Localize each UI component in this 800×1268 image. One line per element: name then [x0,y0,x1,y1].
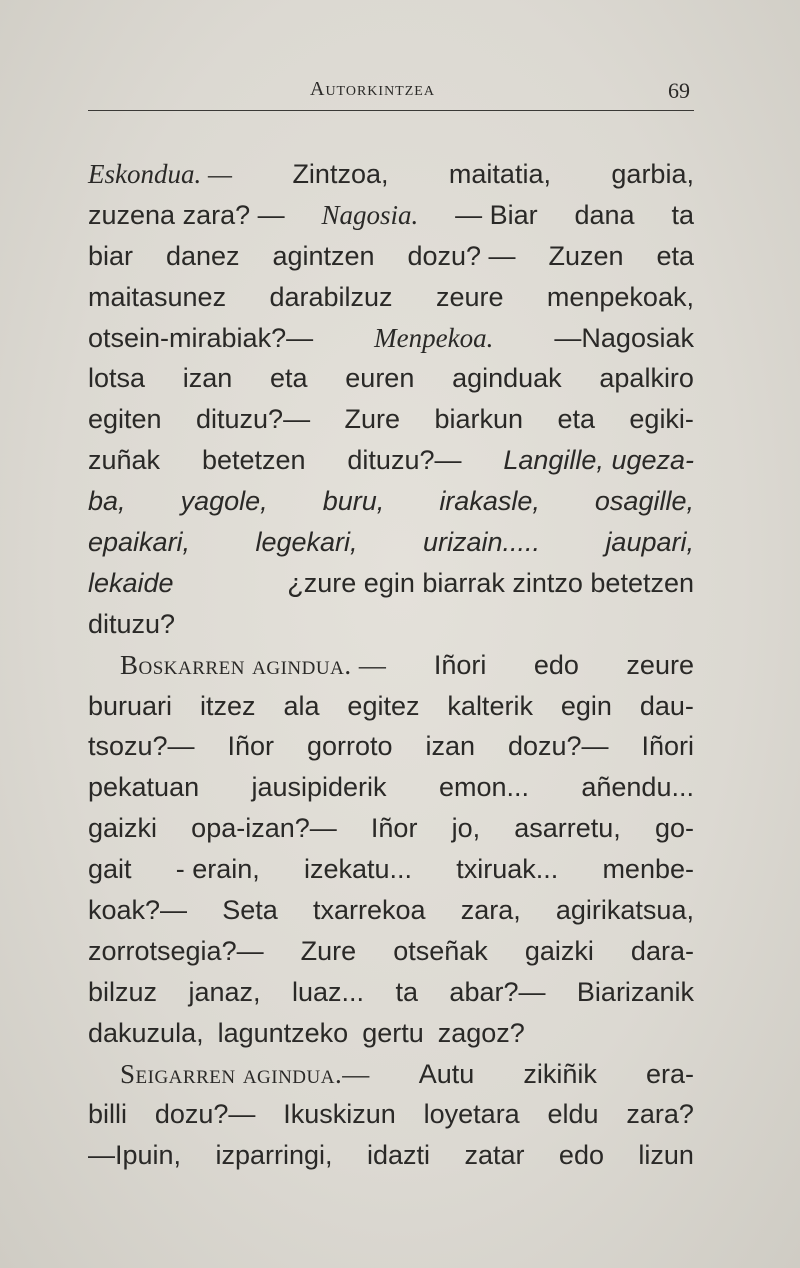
word: Seta [222,895,278,926]
word: ta [395,976,418,1007]
word: eldu [547,1099,599,1130]
text-line [88,522,694,563]
word: Autu [418,1058,475,1089]
word: jo, [451,813,481,844]
word: egiten [88,404,162,435]
page-number: 69 [668,78,690,103]
word: jaupari, [605,527,694,558]
word: dituzu?— [196,404,311,435]
word: maitasunez [88,281,227,312]
word: era- [645,1058,694,1089]
word: lekaide [88,567,174,598]
text-line [88,808,694,849]
word: apalkiro [599,363,694,394]
text-line [88,1135,694,1176]
word: opa-izan?— [191,813,337,844]
word: gaizki [88,813,158,844]
word: loyetara [423,1099,520,1130]
word: añendu... [581,772,694,803]
word: izparringi, [215,1140,333,1171]
word: buruari [88,690,173,721]
word: janaz, [188,976,261,1007]
word: dozu?— [154,1099,256,1130]
word: menbe- [602,854,694,885]
word: zuzena zara? — [88,199,285,230]
word: asarretu, [514,813,621,844]
text-line [88,481,694,522]
word: legekari, [255,527,358,558]
word: lotsa [88,363,146,394]
word: osagille, [594,486,694,517]
text-line [88,440,694,481]
text-line [88,1054,694,1095]
word: garbia, [611,159,694,189]
word: ala [283,690,320,721]
word: urizain..... [422,527,541,558]
word: zorrotsegia?— [88,935,264,966]
word: zeure [435,281,504,312]
word: dituzu?— [347,445,462,476]
word: biarkun [434,404,524,435]
word: agintzen [272,240,375,271]
word: aginduak [452,363,562,394]
word: dituzu? [88,608,176,639]
text-line [88,1094,694,1135]
word: itzez [199,690,256,721]
word: eta [270,363,308,394]
text-line [88,277,694,318]
text-line [88,726,694,767]
word: dakuzula, [88,1017,204,1048]
word: Langille, ugeza- [503,445,694,476]
word: gertu [362,1017,424,1048]
word: gaizki [524,935,594,966]
word: egiki- [629,404,694,435]
word: Iñori [433,649,487,680]
word: abar?— [449,976,546,1007]
word: zagoz? [437,1017,525,1048]
word: otsein-mirabiak?— [88,322,314,353]
word: edo [558,1140,604,1171]
body-text [88,154,694,1176]
text-line [88,931,694,972]
text-line [88,318,694,359]
word: Menpekoa. [374,322,494,353]
word: zeure [626,649,694,680]
running-title: Autorkintzea [310,78,435,100]
text-line [88,604,694,645]
word: izekatu... [303,854,413,885]
word: koak?— [88,895,188,926]
word: dau- [639,690,694,721]
word: Zuzen [548,240,624,271]
word: — Biar [455,199,538,230]
word: Ikuskizun [283,1099,396,1130]
word: billi [88,1099,128,1130]
text-line [88,849,694,890]
word: Zure [300,935,357,966]
word: egin [560,690,612,721]
word: epaikari, [88,527,191,558]
text-line [88,972,694,1013]
word: euren [345,363,415,394]
text-line [88,236,694,277]
word: jausipiderik [251,772,387,803]
word: zara, [460,895,521,926]
word: agirikatsua, [555,895,694,926]
word: eta [656,240,694,271]
word: izan [425,731,475,762]
word: Nagosia. [321,199,419,230]
word: biar [88,240,134,271]
word: zatar [464,1140,525,1171]
word: yagole, [180,486,268,517]
word: - erain, [175,854,260,885]
word: tsozu?— [88,731,195,762]
word: pekatuan [88,772,200,803]
word: ba, [88,486,126,517]
word: darabilzuz [269,281,393,312]
word: danez [165,240,240,271]
word: irakasle, [439,486,540,517]
word: —Nagosiak [554,322,694,353]
word: menpekoak, [546,281,694,312]
word: buru, [322,486,385,517]
text-line [88,563,694,604]
header-rule [88,110,694,111]
text-line [88,154,694,195]
word: Iñori [641,731,694,762]
word: —Ipuin, [88,1140,182,1171]
word: idazti [366,1140,431,1171]
word: txiruak... [456,854,559,885]
text-line [88,195,694,236]
word: bilzuz [88,976,158,1007]
word: Iñor [370,813,418,844]
word: betetzen [201,445,306,476]
word: Zintzoa, [292,159,389,189]
word: ¿zure egin biarrak zintzo betetzen [287,567,694,598]
word: lizun [638,1140,694,1171]
word: otseñak [393,935,488,966]
text-line [88,645,694,686]
text-line [88,686,694,727]
section-heading: Boskarren aginduа. — [120,649,387,680]
word: maitatia, [448,159,551,189]
word: eta [557,404,595,435]
text-line [88,358,694,399]
word: Biarizanik [576,976,694,1007]
word: Zure [344,404,401,435]
section-heading: Seigarren aginduа.— [120,1058,370,1089]
text-line [88,767,694,808]
word: dara- [630,935,694,966]
word: dozu?— [507,731,609,762]
word: zikiñik [523,1058,597,1089]
word: dozu? — [407,240,516,271]
word: emon... [438,772,529,803]
word: laguntzeko [217,1017,349,1048]
word: gorroto [306,731,393,762]
word: gait [88,854,132,885]
word: edo [533,649,579,680]
page-header [88,78,696,112]
word: ta [671,199,694,230]
word: zara? [626,1099,694,1130]
word: izan [182,363,233,394]
word: kalterik [447,690,533,721]
word: zuñak [88,445,161,476]
word: Iñor [227,731,275,762]
word: go- [654,813,694,844]
word: luaz... [291,976,365,1007]
text-line [88,890,694,931]
word: txarrekoa [312,895,426,926]
word: egitez [347,690,420,721]
word: Eskondua. — [88,159,232,189]
text-line [88,399,694,440]
text-line [88,1013,694,1054]
word: dana [574,199,635,230]
